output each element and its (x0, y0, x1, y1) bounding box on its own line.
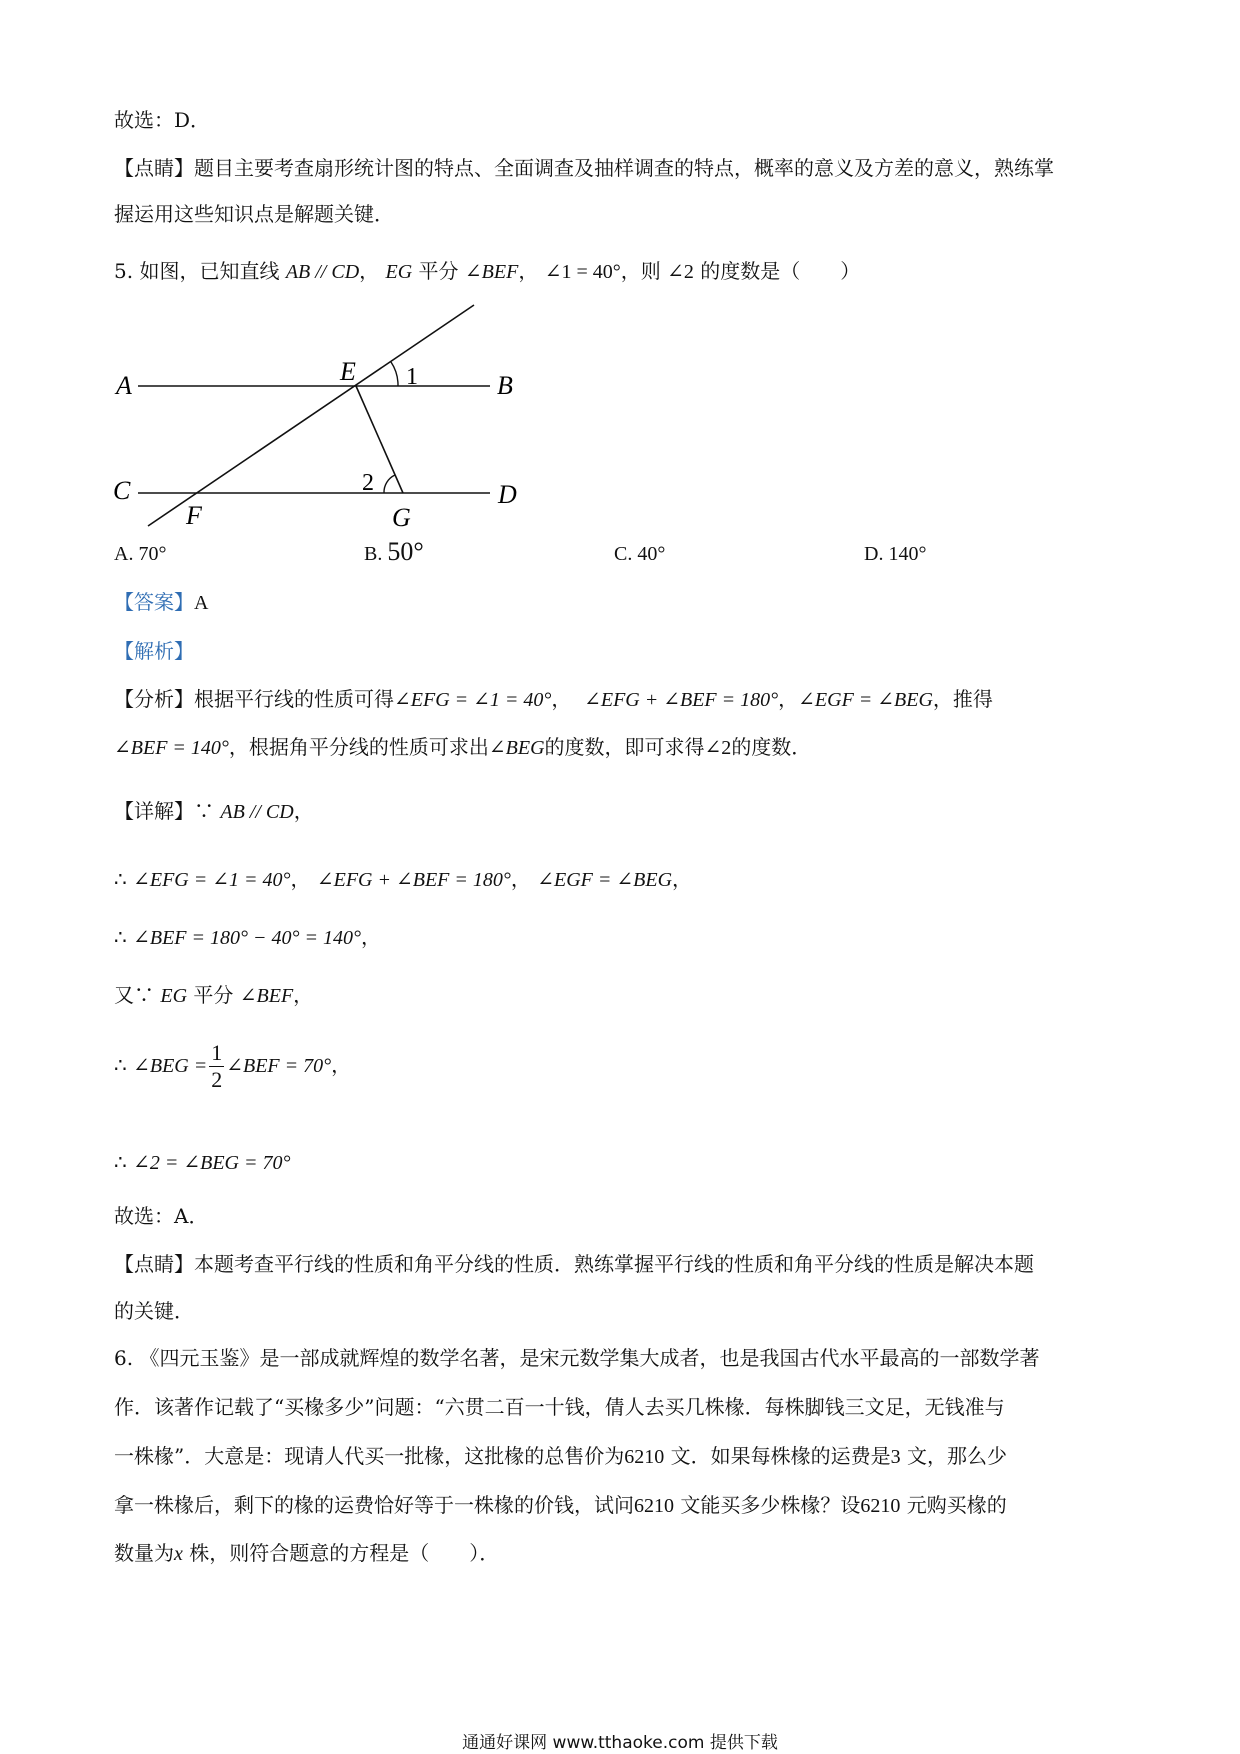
q6-line3e: 文，那么少 (906, 1444, 1007, 1468)
q5-comment-tag: 【点睛】 (114, 1252, 194, 1276)
q5-option-b-letter: B. (364, 543, 383, 565)
q5-because-symbol: ∵ (194, 799, 214, 823)
q5-step2 (114, 923, 381, 952)
q5-analysis-l1d: ∠EFG + ∠BEF = 180° (584, 689, 779, 711)
q5-also-comma: ， (293, 983, 314, 1007)
q5-step1e: ∠EGF = ∠BEG (537, 869, 673, 891)
angle-1-arc (391, 362, 398, 386)
q5-analysis-l2c: ∠BEG (488, 737, 545, 759)
q5-step3 (114, 1035, 351, 1096)
q6-line3c: 文．如果每株椽的运费是 (670, 1444, 891, 1468)
label-angle-1: 1 (406, 364, 418, 390)
label-c: C (113, 476, 131, 505)
footer-source: 通通好课网 www.tthaoke.com 提供下载 (462, 1733, 778, 1753)
q5-then: ，则 (620, 259, 661, 283)
prev-comment-line2: 握运用这些知识点是解题关键． (114, 202, 394, 226)
q5-analysis-line2 (114, 733, 811, 762)
q5-detail-line (114, 797, 314, 826)
prev-comment-tag: 【点睛】 (114, 156, 194, 180)
q5-analysis-tag: 【解析】 (114, 639, 194, 663)
q5-bisect: 平分 (418, 259, 459, 283)
q5-analysis-l1f: ∠EGF = ∠BEG (798, 689, 933, 711)
q5-step1 (114, 865, 692, 894)
fraction-one-half (209, 1040, 224, 1093)
q5-step1f: ， (672, 867, 693, 891)
q5-ab-cd: AB // CD (285, 261, 360, 283)
q5-analysis-line1 (114, 685, 993, 714)
q6-line2: 作．该著作记载了“买椽多少”问题：“六贯二百一十钱，倩人去买几株椽．每株脚钱三文足，无钱准与 (114, 1395, 1005, 1419)
q5-step1a: ∠EFG = ∠1 = 40° (133, 869, 291, 891)
label-b: B (497, 371, 513, 400)
label-g: G (392, 503, 411, 532)
label-e: E (340, 357, 356, 386)
q5-answer (114, 588, 208, 617)
q5-step2-expr: ∠BEF = 180° − 40° = 140° (133, 927, 361, 949)
q5-option-b (364, 537, 424, 567)
q5-answer-value: A (194, 592, 209, 614)
q5-also: 又∵ (114, 983, 154, 1007)
q5-answer-tag: 【答案】 (114, 590, 194, 614)
q5-step2-comma: ， (360, 925, 381, 949)
frac-numerator: 1 (211, 1040, 223, 1065)
q5-option-c: C. 40° (614, 543, 666, 565)
q5-eg: EG (385, 261, 413, 283)
q6-line3d: 3 (890, 1446, 901, 1468)
q6-line4b: 6210 (634, 1495, 674, 1517)
q5-comment-line1 (114, 1250, 1034, 1278)
q5-option-d: D. 140° (864, 543, 927, 565)
q5-comment-text1: 本题考查平行线的性质和角平分线的性质．熟练掌握平行线的性质和角平分线的性质是解决本题 (194, 1252, 1034, 1276)
q5-step1b: ， (290, 867, 311, 891)
q6-line3 (114, 1442, 1007, 1471)
q5-sep2: ， (518, 259, 539, 283)
q5-analysis-l1e: ， (778, 687, 799, 711)
q5-detail-label: 【详解】 (114, 799, 194, 823)
prev-comment-text1: 题目主要考查扇形统计图的特点、全面调查及抽样调查的特点，概率的意义及方差的意义，熟练掌 (194, 156, 1054, 180)
q5-therefore-4: ∴ (114, 1150, 127, 1174)
label-f: F (186, 501, 202, 530)
q5-analysis-l2a: ∠BEF = 140° (114, 737, 229, 759)
q6-line5b: x (174, 1543, 183, 1565)
q5-analysis-l2e: ∠2 (704, 737, 732, 759)
q5-therefore-2: ∴ (114, 925, 127, 949)
q6-line4c: 文能买多少株椽？设 (680, 1493, 861, 1517)
q6-line5 (114, 1539, 499, 1568)
q5-analysis-l2d: 的度数，即可求得 (544, 735, 705, 759)
q5-analysis-l2f: 的度数． (731, 735, 812, 759)
label-angle-2: 2 (362, 470, 374, 496)
q5-detail-comma: ， (293, 799, 314, 823)
label-d: D (498, 480, 517, 509)
q5-angle2: ∠2 (667, 261, 694, 283)
q5-choose: 故选：A． (114, 1204, 209, 1228)
q5-angle-bef: ∠BEF (464, 261, 519, 283)
q6-line5a: 数量为 (114, 1541, 174, 1565)
q5-therefore-3: ∴ (114, 1053, 127, 1077)
q6-line5c: 株，则符合题意的方程是（ ）． (189, 1541, 500, 1565)
q5-analysis-label: 【分析】 (114, 687, 194, 711)
label-a: A (116, 371, 132, 400)
q5-prefix: 5. 如图，已知直线 (114, 259, 280, 283)
q5-also-line (114, 981, 313, 1010)
q5-also-bisect: 平分 (193, 983, 234, 1007)
q6-line1: 6. 《四元玉鉴》是一部成就辉煌的数学名著，是宋元数学集大成者，也是我国古代水平最高的一部数学著 (114, 1346, 1040, 1370)
q5-analysis-l1a: 根据平行线的性质可得 (194, 687, 394, 711)
q5-analysis-l1c: ， (551, 687, 572, 711)
prev-comment-line1 (114, 154, 1054, 182)
q5-option-a: A. 70° (114, 543, 167, 565)
q5-therefore-1: ∴ (114, 867, 127, 891)
q6-line4 (114, 1491, 1007, 1520)
q6-line4d: 6210 (860, 1495, 901, 1517)
q5-comment-line2: 的关键． (114, 1299, 194, 1323)
q6-line4e: 元购买椽的 (906, 1493, 1007, 1517)
q5-step3b: ∠BEF = 70° (226, 1055, 332, 1077)
angle-2-arc (384, 475, 395, 493)
q6-line4a: 拿一株椽后，剩下的椽的运费恰好等于一株椽的价钱，试问 (114, 1493, 634, 1517)
geometry-figure (108, 300, 548, 540)
q5-step4-expr: ∠2 = ∠BEG = 70° (133, 1152, 291, 1174)
q5-step1d: ， (510, 867, 531, 891)
q5-step4 (114, 1148, 290, 1177)
q5-analysis-l2b: ，根据角平分线的性质可求出 (228, 735, 489, 759)
q5-option-b-value: 50° (387, 537, 424, 566)
q5-suffix: 的度数是（ ） (700, 259, 861, 283)
frac-denominator: 2 (211, 1067, 223, 1092)
q6-line3b: 6210 (624, 1446, 665, 1468)
q5-step1c: ∠EFG + ∠BEF = 180° (316, 869, 511, 891)
q5-angle1: ∠1 = 40° (544, 261, 621, 283)
q5-also-bef: ∠BEF (239, 985, 294, 1007)
q5-sep1: ， (359, 259, 380, 283)
q6-line3a: 一株椽”．大意是：现请人代买一批椽，这批椽的总售价为 (114, 1444, 625, 1468)
prev-choose: 故选：D． (114, 108, 211, 132)
q5-analysis-l1g: ，推得 (932, 687, 993, 711)
q5-stem (114, 257, 860, 286)
q5-analysis-l1b: ∠EFG = ∠1 = 40° (394, 689, 552, 711)
q5-step3a: ∠BEG = (133, 1055, 208, 1077)
q5-detail-abcd: AB // CD (220, 801, 294, 823)
q5-step3c: ， (331, 1053, 352, 1077)
q5-also-eg: EG (160, 985, 188, 1007)
